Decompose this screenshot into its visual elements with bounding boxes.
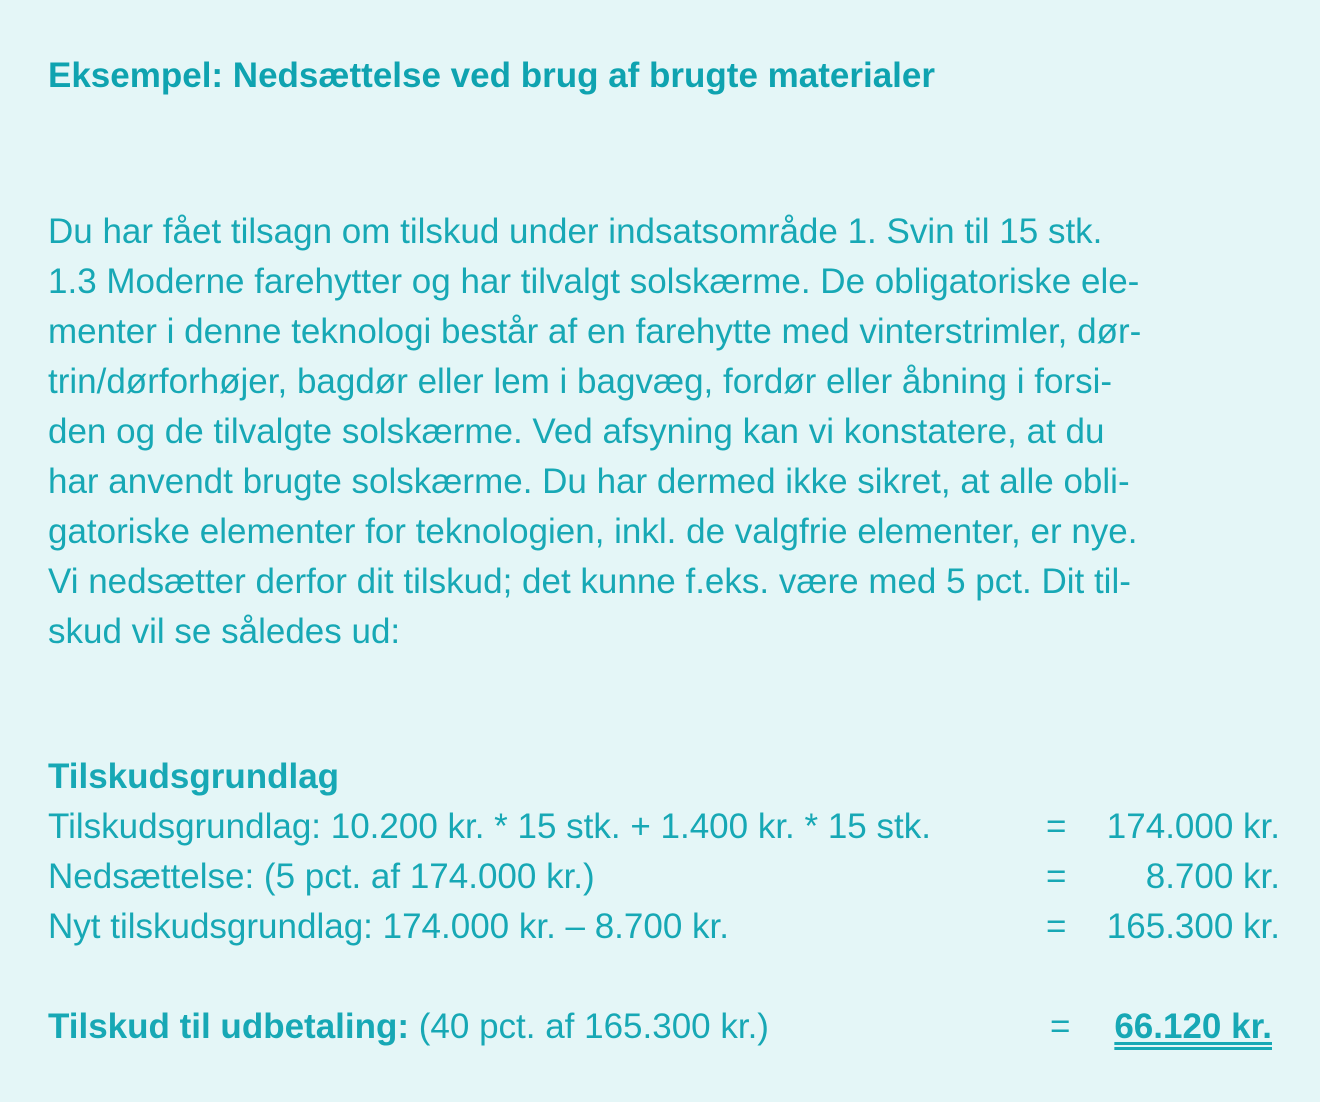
payout-row bbox=[48, 1002, 1280, 1052]
calculation-row-reduction bbox=[48, 852, 1280, 902]
body-line: har anvendt brugte solskærme. Du har dermed ikke sikret, at alle obli- bbox=[48, 462, 1130, 501]
calculation-block bbox=[48, 752, 1280, 952]
payout-amount: 66.120 kr. bbox=[1114, 1007, 1272, 1046]
body-line: menter i denne teknologi består af en farehytte med vinterstrimler, dør- bbox=[48, 312, 1142, 351]
calculation-amount: 8.700 kr. bbox=[1145, 857, 1280, 896]
equals-sign: = bbox=[1050, 1007, 1071, 1046]
calculation-row-base bbox=[48, 802, 1280, 852]
equals-sign: = bbox=[1046, 907, 1067, 946]
body-line: Vi nedsætter derfor dit tilskud; det kunne f.eks. være med 5 pct. Dit til- bbox=[48, 562, 1131, 601]
payout-detail: (40 pct. af 165.300 kr.) bbox=[409, 1007, 769, 1046]
calculation-label: Nyt tilskudsgrundlag: 174.000 kr. – 8.700 kr. bbox=[48, 907, 729, 946]
example-title: Eksempel: Nedsættelse ved brug af brugte materialer bbox=[48, 56, 935, 95]
calculation-amount: 174.000 kr. bbox=[1106, 807, 1280, 846]
body-line: trin/dørforhøjer, bagdør eller lem i bagvæg, fordør eller åbning i forsi- bbox=[48, 362, 1113, 401]
payout-label: Tilskud til udbetaling: bbox=[48, 1007, 410, 1046]
example-body-text bbox=[48, 207, 1288, 657]
calculation-heading: Tilskudsgrundlag bbox=[48, 757, 340, 796]
calculation-label: Nedsættelse: (5 pct. af 174.000 kr.) bbox=[48, 857, 595, 896]
body-line: gatoriske elementer for teknologien, inkl. de valgfrie elementer, er nye. bbox=[48, 512, 1138, 551]
body-line: Du har fået tilsagn om tilskud under indsatsområde 1. Svin til 15 stk. bbox=[48, 212, 1103, 251]
equals-sign: = bbox=[1046, 807, 1067, 846]
calculation-amount: 165.300 kr. bbox=[1106, 907, 1280, 946]
body-line: 1.3 Moderne farehytter og har tilvalgt solskærme. De obligatoriske ele- bbox=[48, 262, 1140, 301]
calculation-row-new-base bbox=[48, 902, 1280, 952]
body-line: skud vil se således ud: bbox=[48, 612, 401, 651]
calculation-label: Tilskudsgrundlag: 10.200 kr. * 15 stk. + 1.400 kr. * 15 stk. bbox=[48, 807, 931, 846]
body-line: den og de tilvalgte solskærme. Ved afsyning kan vi konstatere, at du bbox=[48, 412, 1105, 451]
equals-sign: = bbox=[1046, 857, 1067, 896]
